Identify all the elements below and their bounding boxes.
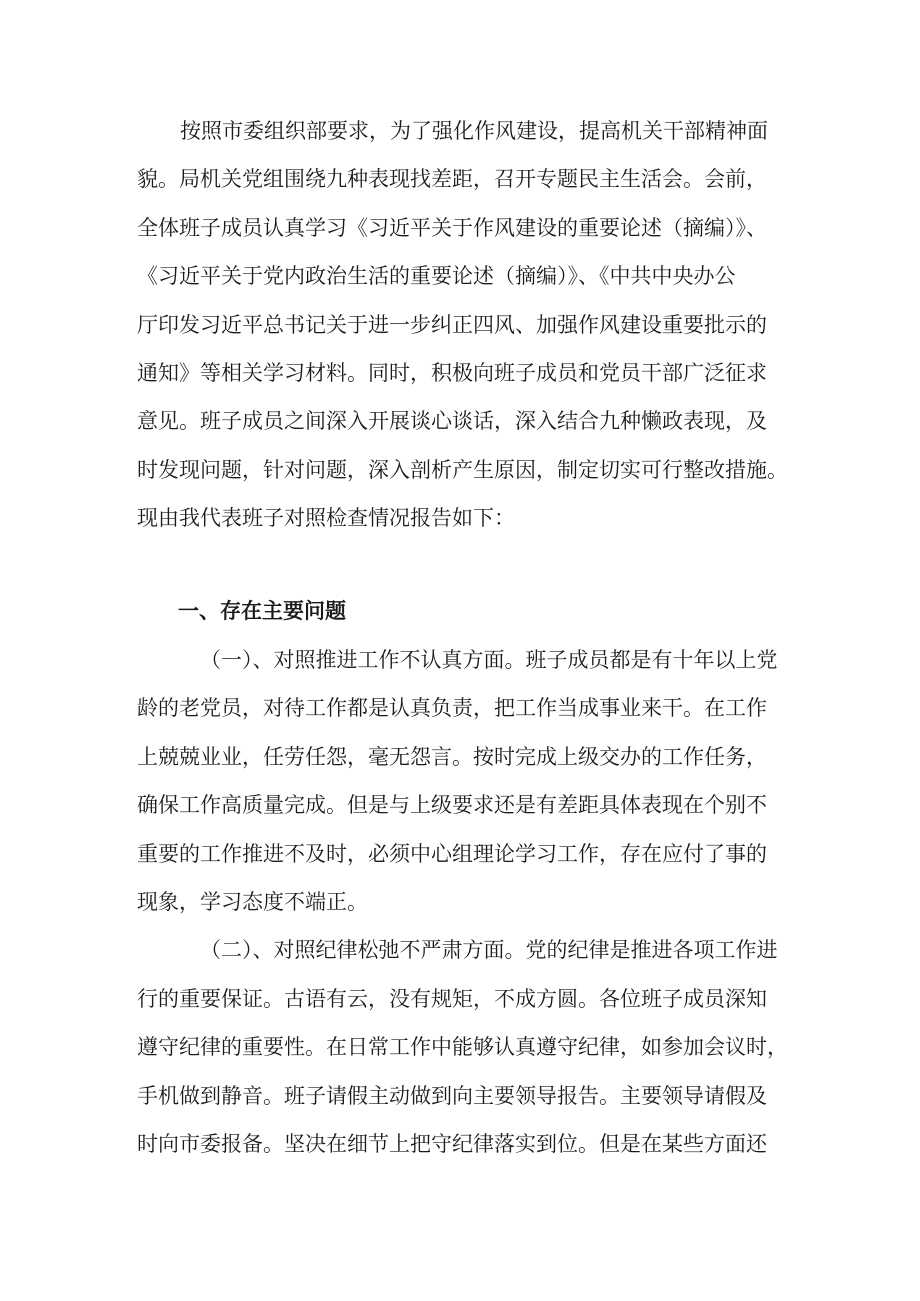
intro-line: 全体班子成员认真学习《习近平关于作风建设的重要论述（摘编）》、 — [137, 216, 767, 240]
intro-line: 通知》等相关学习材料。同时，积极向班子成员和党员干部广泛征求 — [137, 361, 767, 385]
section-heading: 一、存在主要问题 — [178, 599, 346, 623]
intro-line: 按照市委组织部要求，为了强化作风建设，提高机关干部精神面 — [180, 119, 768, 143]
intro-line: 时发现问题，针对问题，深入剖析产生原因，制定切实可行整改措施。 — [137, 458, 788, 482]
para1-line: 上兢兢业业，任劳任怨，毫无怨言。按时完成上级交办的工作任务， — [137, 745, 767, 769]
para1-line: 确保工作高质量完成。但是与上级要求还是有差距具体表现在个别不 — [137, 793, 767, 817]
para2-line: 行的重要保证。古语有云，没有规矩，不成方圆。各位班子成员深知 — [137, 987, 767, 1011]
para1-line: 现象，学习态度不端正。 — [137, 890, 368, 914]
intro-line: 厅印发习近平总书记关于进一步纠正四风、加强作风建设重要批示的 — [137, 313, 767, 337]
intro-line: 貌。局机关党组围绕九种表现找差距，召开专题民主生活会。会前， — [137, 167, 767, 191]
para2-line: 手机做到静音。班子请假主动做到向主要领导报告。主要领导请假及 — [137, 1084, 767, 1108]
para1-line: 龄的老党员，对待工作都是认真负责，把工作当成事业来干。在工作 — [137, 696, 767, 720]
intro-line: 《习近平关于党内政治生活的重要论述（摘编）》、《中共中央办公 — [137, 264, 736, 288]
intro-line: 现由我代表班子对照检查情况报告如下： — [137, 506, 515, 530]
para1-line: 重要的工作推进不及时，必须中心组理论学习工作，存在应付了事的 — [137, 842, 767, 866]
intro-line: 意见。班子成员之间深入开展谈心谈话，深入结合九种懒政表现，及 — [137, 409, 767, 433]
para2-line: 时向市委报备。坚决在细节上把守纪律落实到位。但是在某些方面还 — [137, 1132, 767, 1156]
para2-line: 遵守纪律的重要性。在日常工作中能够认真遵守纪律，如参加会议时， — [137, 1035, 788, 1059]
para1-line: （一）、对照推进工作不认真方面。班子成员都是有十年以上党 — [200, 648, 778, 672]
para2-line: （二）、对照纪律松弛不严肃方面。党的纪律是推进各项工作进 — [200, 938, 778, 962]
